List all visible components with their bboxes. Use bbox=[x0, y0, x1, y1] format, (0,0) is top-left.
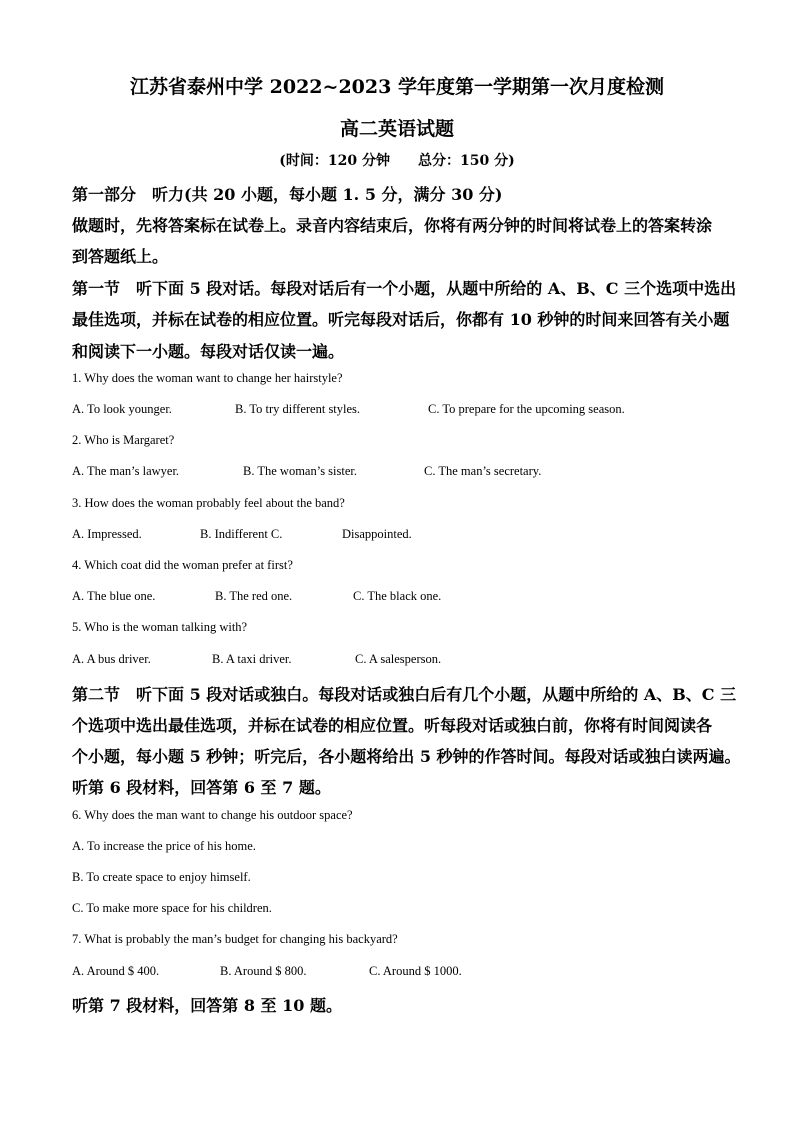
option-a: A. A bus driver. bbox=[72, 652, 151, 666]
option-b: B. A taxi driver. bbox=[212, 652, 292, 666]
section2-instruction-line: 第二节 听下面 5 段对话或独白。每段对话或独白后有几个小题，从题中所给的 A、B、C 三 bbox=[72, 685, 737, 704]
option-b: B. Indifferent C. bbox=[200, 527, 283, 541]
question-text: 4. Which coat did the woman prefer at first? bbox=[72, 558, 293, 572]
section-heading: 听第 7 段材料，回答第 8 至 10 题。 bbox=[72, 996, 342, 1015]
option-b: B. The woman’s sister. bbox=[243, 464, 358, 478]
question-text: 7. What is probably the man’s budget for changing his backyard? bbox=[72, 932, 398, 946]
question-text: 3. How does the woman probably feel about the band? bbox=[72, 496, 345, 510]
option-c: C. To make more space for his children. bbox=[72, 901, 272, 915]
question-text: 5. Who is the woman talking with? bbox=[72, 620, 248, 634]
option-a: A. Around $ 400. bbox=[72, 964, 160, 978]
option-a: A. To look younger. bbox=[72, 402, 172, 416]
option-c: C. Around $ 1000. bbox=[369, 964, 462, 978]
option-b: B. To try different styles. bbox=[235, 402, 361, 416]
page-title: 江苏省泰州中学 2022~2023 学年度第一学期第一次月度检测 bbox=[130, 76, 664, 98]
option-c: C. To prepare for the upcoming season. bbox=[428, 402, 625, 416]
option-a: A. The blue one. bbox=[72, 589, 156, 603]
option-a: A. Impressed. bbox=[72, 527, 142, 541]
part1-instruction-line: 到答题纸上。 bbox=[72, 247, 169, 266]
question-text: 2. Who is Margaret? bbox=[72, 433, 175, 447]
section2-instruction-line: 听第 6 段材料，回答第 6 至 7 题。 bbox=[72, 778, 331, 797]
option-b: B. Around $ 800. bbox=[220, 964, 307, 978]
option-b: B. The red one. bbox=[215, 589, 293, 603]
question-text: 6. Why does the man want to change his outdoor space? bbox=[72, 808, 353, 822]
section1-instruction-line: 第一节 听下面 5 段对话。每段对话后有一个小题，从题中所给的 A、B、C 三个选项中选出 bbox=[72, 279, 737, 298]
option-c: C. The black one. bbox=[353, 589, 442, 603]
option-a: A. To increase the price of his home. bbox=[72, 839, 256, 853]
option-c: Disappointed. bbox=[342, 527, 412, 541]
option-b: B. To create space to enjoy himself. bbox=[72, 870, 251, 884]
section2-instruction-line: 个小题，每小题 5 秒钟；听完后，各小题将给出 5 秒钟的作答时间。每段对话或独白读两遍。 bbox=[72, 747, 741, 766]
part1-heading: 第一部分 听力(共 20 小题，每小题 1. 5 分，满分 30 分) bbox=[72, 185, 503, 204]
option-a: A. The man’s lawyer. bbox=[72, 464, 180, 478]
exam-meta: (时间：120 分钟 总分：150 分) bbox=[279, 153, 515, 169]
question-text: 1. Why does the woman want to change her hairstyle? bbox=[72, 371, 343, 385]
page-subtitle: 高二英语试题 bbox=[339, 118, 454, 140]
part1-instruction-line: 做题时，先将答案标在试卷上。录音内容结束后，你将有两分钟的时间将试卷上的答案转涂 bbox=[72, 216, 713, 235]
option-c: C. A salesperson. bbox=[355, 652, 442, 666]
section1-instruction-line: 和阅读下一小题。每段对话仅读一遍。 bbox=[72, 342, 345, 361]
option-c: C. The man’s secretary. bbox=[424, 464, 542, 478]
section1-instruction-line: 最佳选项，并标在试卷的相应位置。听完每段对话后，你都有 10 秒钟的时间来回答有关小题 bbox=[72, 310, 730, 329]
section2-instruction-line: 个选项中选出最佳选项，并标在试卷的相应位置。听每段对话或独白前，你将有时间阅读各 bbox=[72, 716, 713, 735]
